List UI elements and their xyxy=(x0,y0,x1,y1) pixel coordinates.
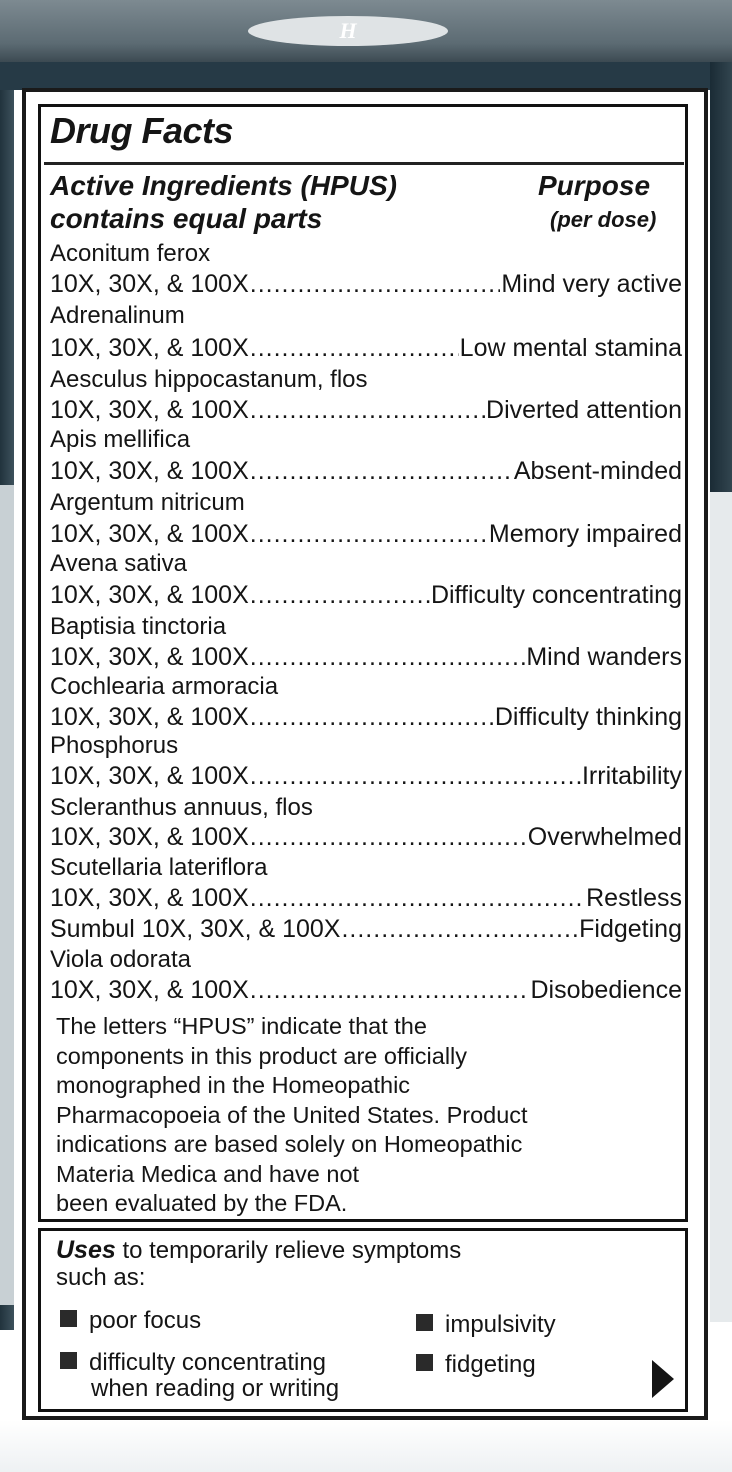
ingredient-dose: 10X, 30X, & 100X xyxy=(50,457,249,485)
uses-text: to temporarily relieve symptoms xyxy=(122,1237,462,1264)
box-left-edge-lower xyxy=(0,485,14,1305)
box-dark-band xyxy=(0,62,732,90)
note-line: indications are based solely on Homeopathic xyxy=(56,1131,523,1157)
box-bottom xyxy=(0,1420,732,1472)
ingredient-purpose: Mind wanders xyxy=(526,643,682,671)
ingredient-dose: 10X, 30X, & 100X xyxy=(50,643,249,671)
ingredient-purpose: Disobedience xyxy=(530,976,682,1004)
box-right-edge xyxy=(710,62,732,492)
ingredient-dose: 10X, 30X, & 100X xyxy=(50,270,249,298)
ingredient-purpose: Low mental stamina xyxy=(459,334,682,362)
bullet-text: poor focus xyxy=(89,1307,202,1334)
purpose-heading: Purpose xyxy=(538,170,651,201)
leader-dots xyxy=(250,703,494,732)
leader-dots xyxy=(250,643,526,672)
ingredient-row xyxy=(50,643,682,672)
bullet-square-icon xyxy=(60,1310,77,1327)
leader-dots xyxy=(250,884,585,913)
ingredient-dose: 10X, 30X, & 100X xyxy=(50,334,249,362)
ingredient-row xyxy=(50,457,682,486)
box-right-edge-lower xyxy=(710,492,732,1322)
ingredient-name: Phosphorus xyxy=(50,732,179,759)
note-line: monographed in the Homeopathic xyxy=(56,1072,411,1098)
note-line: The letters “HPUS” indicate that the xyxy=(56,1013,427,1039)
ingredient-purpose: Irritability xyxy=(581,762,682,790)
ingredient-row xyxy=(50,520,682,549)
ingredient-purpose: Overwhelmed xyxy=(527,823,682,851)
ingredient-name: Cochlearia armoracia xyxy=(50,673,279,700)
ingredient-purpose: Difficulty concentrating xyxy=(430,581,682,609)
bullet-square-icon xyxy=(416,1354,433,1371)
bullet-text-continued: when reading or writing xyxy=(91,1375,340,1402)
bullet-square-icon xyxy=(416,1314,433,1331)
ingredient-row xyxy=(50,270,682,299)
box-top-flap xyxy=(0,0,732,62)
drug-facts-title: Drug Facts xyxy=(50,110,234,151)
leader-dots xyxy=(341,915,578,944)
note-line: components in this product are officially xyxy=(56,1042,468,1069)
leader-dots xyxy=(250,520,488,549)
ingredient-dose: 10X, 30X, & 100X xyxy=(50,884,249,912)
leader-dots xyxy=(250,823,527,852)
use-bullet-fidgeting xyxy=(416,1352,536,1378)
leader-dots xyxy=(250,270,501,299)
use-bullet-impulsivity xyxy=(416,1312,556,1338)
bullet-square-icon xyxy=(60,1352,77,1369)
use-bullet-poor-focus xyxy=(60,1308,201,1334)
active-ingredients-heading: Active Ingredients (HPUS) xyxy=(50,170,397,201)
ingredient-name: Baptisia tinctoria xyxy=(50,613,227,640)
ingredient-dose: 10X, 30X, & 100X xyxy=(50,976,249,1004)
ingredient-dose: 10X, 30X, & 100X xyxy=(50,823,249,851)
brand-logo xyxy=(248,16,448,46)
brand-logo-mark: H xyxy=(339,18,357,43)
leader-dots xyxy=(250,334,459,363)
leader-dots xyxy=(250,457,513,486)
ingredient-purpose: Diverted attention xyxy=(486,396,682,424)
ingredient-purpose: Restless xyxy=(586,884,682,912)
uses-heading-line xyxy=(56,1236,461,1265)
ingredient-name: Argentum nitricum xyxy=(50,489,245,516)
ingredient-name: Apis mellifica xyxy=(50,426,191,453)
ingredient-purpose: Fidgeting xyxy=(579,915,682,943)
use-bullet-difficulty xyxy=(60,1350,339,1402)
bullet-text: impulsivity xyxy=(445,1311,556,1338)
per-dose-label: (per dose) xyxy=(550,207,657,232)
continue-arrow-icon xyxy=(652,1360,674,1398)
ingredient-purpose: Mind very active xyxy=(501,270,682,298)
leader-dots xyxy=(250,396,485,425)
ingredient-name: Adrenalinum xyxy=(50,302,185,329)
note-line: Materia Medica and have not xyxy=(56,1160,360,1187)
ingredient-row xyxy=(50,823,682,852)
contains-equal-parts: contains equal parts xyxy=(50,203,323,234)
ingredient-row xyxy=(50,762,682,791)
ingredient-dose: 10X, 30X, & 100X xyxy=(50,520,249,548)
ingredient-row xyxy=(50,915,682,944)
ingredient-name: Avena sativa xyxy=(50,550,187,577)
bullet-text: fidgeting xyxy=(445,1351,536,1378)
ingredient-row xyxy=(50,703,682,732)
ingredient-name: Aesculus hippocastanum, flos xyxy=(50,366,368,393)
leader-dots xyxy=(250,581,430,610)
ingredient-dose: Sumbul 10X, 30X, & 100X xyxy=(50,915,341,943)
ingredient-row xyxy=(50,334,682,363)
leader-dots xyxy=(250,762,581,791)
ingredient-dose: 10X, 30X, & 100X xyxy=(50,762,249,790)
ingredient-name: Viola odorata xyxy=(50,946,191,973)
ingredient-name: Aconitum ferox xyxy=(50,240,211,267)
uses-text-continued: such as: xyxy=(56,1264,146,1291)
ingredient-name: Scutellaria lateriflora xyxy=(50,854,268,881)
ingredient-dose: 10X, 30X, & 100X xyxy=(50,581,249,609)
title-rule xyxy=(44,162,684,165)
ingredient-row xyxy=(50,976,682,1005)
bullet-text: difficulty concentrating xyxy=(89,1349,327,1376)
ingredient-row xyxy=(50,396,682,425)
hpus-note xyxy=(56,1012,676,1219)
ingredient-purpose: Difficulty thinking xyxy=(494,703,682,731)
ingredient-dose: 10X, 30X, & 100X xyxy=(50,396,249,424)
ingredient-row xyxy=(50,581,682,610)
leader-dots xyxy=(250,976,530,1005)
uses-heading: Uses xyxy=(56,1236,116,1264)
ingredient-purpose: Memory impaired xyxy=(488,520,682,548)
ingredient-dose: 10X, 30X, & 100X xyxy=(50,703,249,731)
ingredient-name: Scleranthus annuus, flos xyxy=(50,794,313,821)
ingredient-purpose: Absent-minded xyxy=(513,457,682,485)
ingredient-row xyxy=(50,884,682,913)
note-line: Pharmacopoeia of the United States. Product xyxy=(56,1101,528,1128)
note-line: been evaluated by the FDA. xyxy=(56,1190,348,1216)
